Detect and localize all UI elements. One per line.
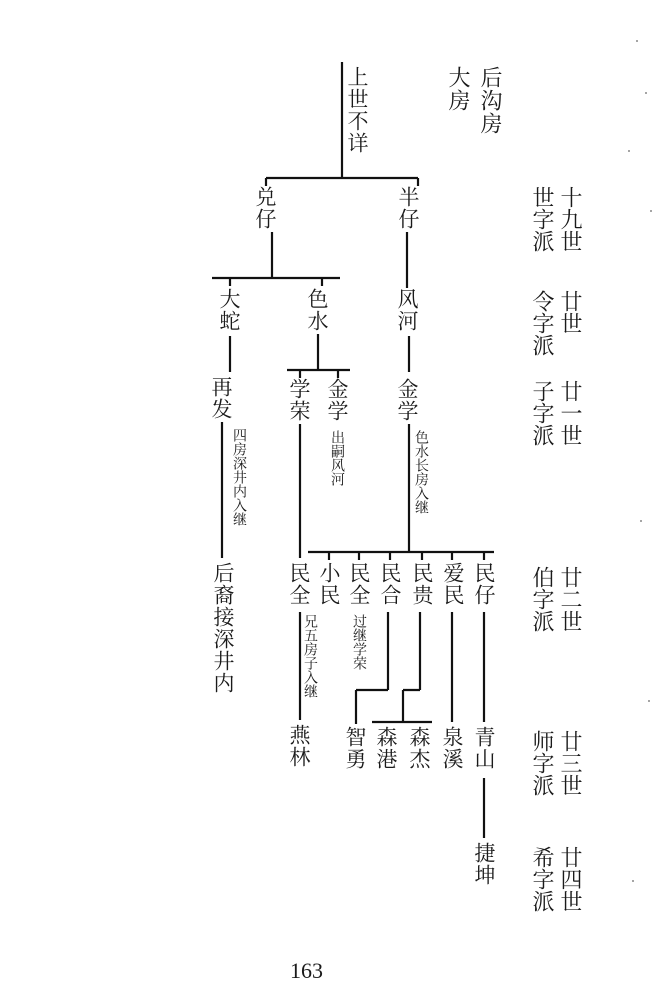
note-zaifa: 四房深井内入继	[231, 428, 247, 526]
pai-label-23: 师字派	[529, 730, 554, 796]
person-yanlin: 燕林	[287, 724, 311, 768]
person-banzai: 半仔	[396, 186, 420, 230]
person-quanxi: 泉溪	[440, 726, 464, 770]
person-zhiyong: 智勇	[343, 726, 367, 770]
scan-speck	[636, 40, 638, 42]
gen-label-20: 廿世	[557, 290, 582, 334]
gen-label-21: 廿一世	[557, 380, 582, 446]
scan-speck	[648, 700, 650, 702]
person-aimin: 爱民	[441, 562, 465, 606]
person-xiaomin: 小民	[317, 562, 341, 606]
scan-speck	[645, 92, 647, 94]
person-seshui: 色水	[305, 288, 329, 332]
pai-label-19: 世字派	[529, 186, 554, 252]
person-jinxue-a: 金学	[325, 378, 349, 422]
person-qingshan: 青山	[472, 726, 496, 770]
page-number: 163	[290, 958, 323, 983]
note-minquan-a: 兄五房子入继	[302, 614, 318, 698]
person-mingui: 民贵	[410, 562, 434, 606]
person-jiekun: 捷坤	[472, 842, 496, 886]
branch-sub-label: 大房	[445, 66, 470, 112]
person-zaifa: 再发	[209, 376, 233, 420]
person-minzai: 民仔	[472, 562, 496, 606]
person-fenghe: 风河	[395, 288, 419, 332]
gen-label-19: 十九世	[557, 186, 582, 252]
gen-label-24: 廿四世	[557, 846, 582, 912]
branch-main-label: 后沟房	[477, 66, 502, 135]
person-dashe: 大蛇	[217, 288, 241, 332]
pai-label-20: 令字派	[529, 290, 554, 356]
gen-label-22: 廿二世	[557, 566, 582, 632]
person-houyi: 后裔接深井内	[211, 562, 235, 694]
pai-label-21: 子字派	[529, 380, 554, 446]
note-jinxue-b: 色水长房入继	[413, 430, 429, 514]
note-jinxue-a: 出嗣风河	[329, 430, 345, 486]
scan-speck	[640, 520, 642, 522]
person-minhe: 民合	[378, 562, 402, 606]
scan-speck	[650, 210, 652, 212]
person-sengang: 森港	[374, 726, 398, 770]
person-xuerong: 学荣	[287, 378, 311, 422]
person-duizai: 兑仔	[253, 186, 277, 230]
note-minquan-b: 过继学荣	[351, 614, 367, 670]
person-senjie: 森杰	[407, 726, 431, 770]
scan-speck	[628, 150, 630, 152]
root-ancestor: 上世不详	[345, 66, 369, 154]
gen-label-23: 廿三世	[557, 730, 582, 796]
person-minquan-b: 民全	[347, 562, 371, 606]
scan-speck	[632, 880, 634, 882]
pai-label-24: 希字派	[529, 846, 554, 912]
person-minquan-a: 民全	[287, 562, 311, 606]
person-jinxue-b: 金学	[395, 378, 419, 422]
pai-label-22: 伯字派	[529, 566, 554, 632]
